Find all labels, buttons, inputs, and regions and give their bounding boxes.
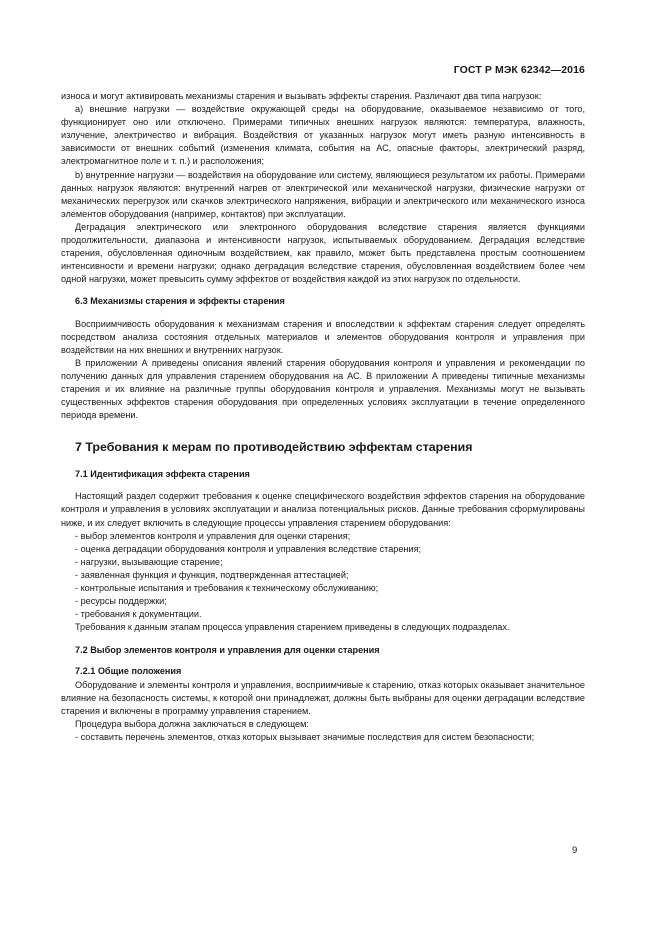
paragraph-internal-loads: b) внутренние нагрузки — воздействия на оборудование или систему, являющиеся результатом их работы. Примерами данных нагрузок являются: внутренний нагрев от электрической или механической нагрузки, физические нагрузки от механических перегрузок или скачков электрического напряжения, вибрации и электрического или механического износа элементов оборудования (например, контактов) при эксплуатации.: [61, 169, 585, 219]
requirements-list: [61, 530, 585, 622]
paragraph: Деградация электрического или электронного оборудования вследствие старения является функциями продолжительности, диапазона и интенсивности нагрузок, испытываемых оборудованием. Деградация вследствие старения, обусловленная одиночным воздействием, как правило, может быть представлена простым соотношением интенсивности и времени нагрузки; однако деградация вследствие старения, обусловленная воздействием более чем одной нагрузки, может превысить сумму эффектов от воздействия каждой из этих нагрузок по отдельности.: [61, 221, 585, 285]
section-heading-7-2-1: 7.2.1 Общие положения: [75, 666, 182, 677]
section-heading-7-1: 7.1 Идентификация эффекта старения: [75, 469, 250, 480]
list-item: - выбор элементов контроля и управления для оценки старения;: [75, 530, 351, 541]
list-item: - ресурсы поддержки;: [75, 596, 167, 607]
paragraph: Настоящий раздел содержит требования к оценке специфического воздействия эффектов старения на оборудование контроля и управления в условиях эксплуатации и анализа потенциальных рисков. Данные требования сформулированы ниже, и их следует включить в следующие процессы управления старением оборудования:: [61, 491, 585, 528]
page-number: 9: [572, 845, 578, 856]
list-item: - составить перечень элементов, отказ которых вызывает значимые последствия для систем безопасности;: [75, 731, 535, 742]
document-body: [61, 90, 585, 744]
list-item: - контрольные испытания и требования к техническому обслуживанию;: [75, 583, 379, 593]
paragraph: Процедура выбора должна заключаться в следующем:: [75, 718, 309, 729]
list-item: - заявленная функция и функция, подтвержденная аттестацией;: [75, 569, 349, 580]
paragraph: износа и могут активировать механизмы старения и вызывать эффекты старения. Различают два типа нагрузок:: [61, 91, 542, 101]
document-header: ГОСТ Р МЭК 62342—2016: [453, 64, 585, 76]
paragraph-external-loads: а) внешние нагрузки — воздействие окружающей среды на оборудование, оказываемое независимо от того, функционирует оно или отключено. Примерами типичных внешних нагрузок являются: температура, влажность, излучение, электричество и вибрация. Воздействия от указанных нагрузок могут иметь разную интенсивность в зависимости от внешних событий (изменения климата, события на АС, опасные факторы, электрический разряд, электромагнитное поле и т. п.) и расположения;: [61, 104, 585, 167]
paragraph: Восприимчивость оборудования к механизмам старения и впоследствии к эффектам старения следует определять посредством анализа состояния отдельных материалов и элементов оборудования контроля и управления при воздействии на них внешних и внутренних нагрузок.: [61, 318, 585, 355]
paragraph: Требования к данным этапам процесса управления старением приведены в следующих подразделах.: [75, 622, 510, 633]
section-heading-6-3: 6.3 Механизмы старения и эффекты старения: [75, 296, 285, 307]
list-item: - оценка деградации оборудования контроля и управления вследствие старения;: [75, 543, 422, 554]
paragraph: В приложении А приведены описания явлений старения оборудования контроля и управления и рекомендации по получению данных для управления старением оборудования на АС. В приложении А приведены типичные механизмы старения и их влияние на различные группы оборудования контроля и управления. Механизмы могут не вызывать существенных эффектов старения оборудования при определенных условиях эксплуатации в течение определенного периода времени.: [61, 357, 585, 421]
list-item: - требования к документации.: [75, 609, 202, 620]
list-item: - нагрузки, вызывающие старение;: [75, 556, 223, 567]
section-heading-7: 7 Требования к мерам по противодействию эффектам старения: [75, 440, 473, 455]
paragraph: Оборудование и элементы контроля и управления, восприимчивые к старению, отказ которых оказывает значительное влияние на безопасность системы, к которой они принадлежат, должны быть выбраны для оценки деградации вследствие старения и включены в программу управления старением.: [61, 679, 585, 716]
section-heading-7-2: 7.2 Выбор элементов контроля и управления для оценки старения: [75, 645, 380, 656]
